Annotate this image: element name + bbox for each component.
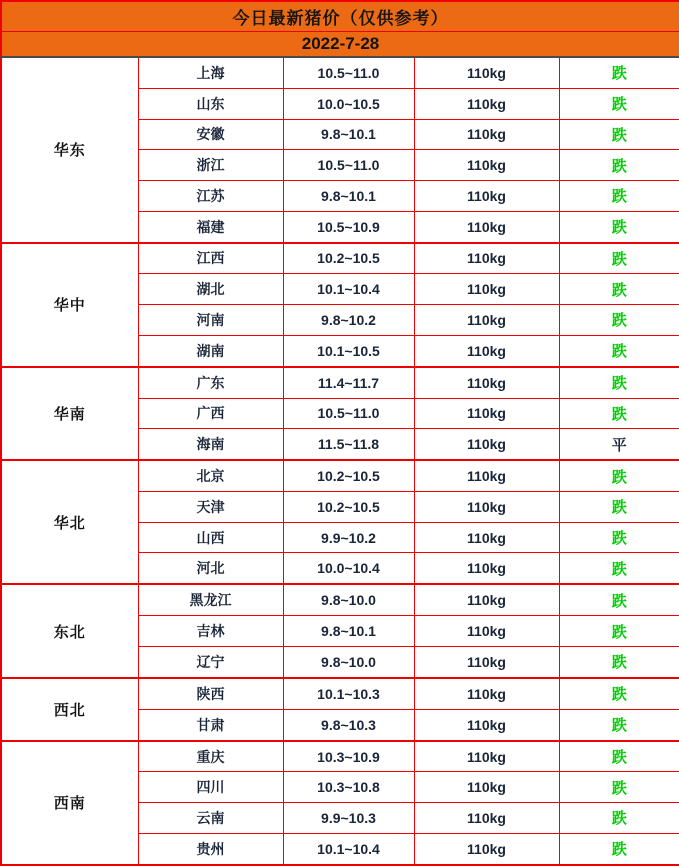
province-cell: 云南 (138, 803, 283, 834)
table-row (1, 741, 679, 772)
trend-cell: 跌 (559, 398, 679, 429)
price-cell: 10.3~10.9 (283, 741, 414, 772)
price-cell: 10.1~10.5 (283, 335, 414, 366)
price-cell: 9.8~10.1 (283, 616, 414, 647)
price-cell: 9.9~10.2 (283, 522, 414, 553)
weight-cell: 110kg (414, 274, 559, 305)
trend-cell: 跌 (559, 833, 679, 865)
weight-cell: 110kg (414, 709, 559, 740)
weight-cell: 110kg (414, 492, 559, 523)
trend-cell: 跌 (559, 243, 679, 274)
price-cell: 10.5~11.0 (283, 150, 414, 181)
price-cell: 10.2~10.5 (283, 460, 414, 491)
trend-cell: 跌 (559, 584, 679, 615)
trend-cell: 跌 (559, 492, 679, 523)
price-cell: 11.4~11.7 (283, 367, 414, 398)
weight-cell: 110kg (414, 803, 559, 834)
province-cell: 四川 (138, 772, 283, 803)
weight-cell: 110kg (414, 772, 559, 803)
province-cell: 重庆 (138, 741, 283, 772)
region-cell-xibei: 西北 (1, 678, 138, 741)
region-cell-huanan: 华南 (1, 367, 138, 460)
weight-cell: 110kg (414, 833, 559, 865)
trend-cell: 跌 (559, 553, 679, 584)
trend-cell: 跌 (559, 803, 679, 834)
trend-cell: 跌 (559, 741, 679, 772)
province-cell: 贵州 (138, 833, 283, 865)
weight-cell: 110kg (414, 88, 559, 119)
weight-cell: 110kg (414, 180, 559, 211)
province-cell: 上海 (138, 57, 283, 88)
trend-cell: 跌 (559, 150, 679, 181)
weight-cell: 110kg (414, 522, 559, 553)
trend-cell: 跌 (559, 211, 679, 242)
province-cell: 安徽 (138, 119, 283, 150)
price-cell: 10.3~10.8 (283, 772, 414, 803)
province-cell: 湖南 (138, 335, 283, 366)
price-cell: 9.9~10.3 (283, 803, 414, 834)
weight-cell: 110kg (414, 678, 559, 709)
weight-cell: 110kg (414, 429, 559, 460)
weight-cell: 110kg (414, 243, 559, 274)
province-cell: 黑龙江 (138, 584, 283, 615)
price-cell: 9.8~10.0 (283, 584, 414, 615)
weight-cell: 110kg (414, 398, 559, 429)
page-title: 今日最新猪价（仅供参考） (1, 1, 679, 32)
price-cell: 10.1~10.3 (283, 678, 414, 709)
table-row (1, 584, 679, 615)
trend-cell: 跌 (559, 646, 679, 677)
date-label: 2022-7-28 (1, 32, 679, 58)
province-cell: 辽宁 (138, 646, 283, 677)
weight-cell: 110kg (414, 119, 559, 150)
trend-cell: 跌 (559, 88, 679, 119)
weight-cell: 110kg (414, 460, 559, 491)
region-cell-huadong: 华东 (1, 57, 138, 243)
price-cell: 9.8~10.1 (283, 180, 414, 211)
price-cell: 9.8~10.3 (283, 709, 414, 740)
table-row (1, 367, 679, 398)
trend-cell: 跌 (559, 274, 679, 305)
table-row (1, 460, 679, 491)
title-row (1, 1, 679, 32)
province-cell: 浙江 (138, 150, 283, 181)
table-row (1, 678, 679, 709)
province-cell: 北京 (138, 460, 283, 491)
province-cell: 河南 (138, 305, 283, 336)
province-cell: 吉林 (138, 616, 283, 647)
trend-cell: 跌 (559, 367, 679, 398)
region-cell-xinan: 西南 (1, 741, 138, 865)
weight-cell: 110kg (414, 57, 559, 88)
price-cell: 10.5~11.0 (283, 57, 414, 88)
trend-cell: 跌 (559, 460, 679, 491)
province-cell: 广西 (138, 398, 283, 429)
trend-cell: 跌 (559, 305, 679, 336)
weight-cell: 110kg (414, 211, 559, 242)
trend-cell: 跌 (559, 335, 679, 366)
table-row (1, 57, 679, 88)
table-row (1, 243, 679, 274)
province-cell: 海南 (138, 429, 283, 460)
trend-cell: 跌 (559, 616, 679, 647)
weight-cell: 110kg (414, 646, 559, 677)
weight-cell: 110kg (414, 584, 559, 615)
weight-cell: 110kg (414, 335, 559, 366)
province-cell: 河北 (138, 553, 283, 584)
region-cell-huabei: 华北 (1, 460, 138, 584)
province-cell: 福建 (138, 211, 283, 242)
weight-cell: 110kg (414, 305, 559, 336)
trend-cell: 跌 (559, 180, 679, 211)
province-cell: 甘肃 (138, 709, 283, 740)
price-cell: 10.2~10.5 (283, 492, 414, 523)
trend-cell: 跌 (559, 522, 679, 553)
province-cell: 山东 (138, 88, 283, 119)
province-cell: 江西 (138, 243, 283, 274)
price-cell: 10.2~10.5 (283, 243, 414, 274)
price-cell: 9.8~10.2 (283, 305, 414, 336)
trend-cell: 跌 (559, 119, 679, 150)
price-cell: 10.1~10.4 (283, 274, 414, 305)
date-row (1, 32, 679, 58)
weight-cell: 110kg (414, 150, 559, 181)
trend-cell: 跌 (559, 709, 679, 740)
province-cell: 江苏 (138, 180, 283, 211)
trend-cell: 跌 (559, 57, 679, 88)
province-cell: 天津 (138, 492, 283, 523)
price-cell: 9.8~10.0 (283, 646, 414, 677)
province-cell: 湖北 (138, 274, 283, 305)
price-cell: 9.8~10.1 (283, 119, 414, 150)
trend-cell: 跌 (559, 678, 679, 709)
trend-cell: 平 (559, 429, 679, 460)
region-cell-dongbei: 东北 (1, 584, 138, 677)
price-cell: 10.1~10.4 (283, 833, 414, 865)
price-cell: 10.0~10.5 (283, 88, 414, 119)
weight-cell: 110kg (414, 367, 559, 398)
price-cell: 10.0~10.4 (283, 553, 414, 584)
province-cell: 陕西 (138, 678, 283, 709)
price-cell: 11.5~11.8 (283, 429, 414, 460)
province-cell: 广东 (138, 367, 283, 398)
weight-cell: 110kg (414, 741, 559, 772)
price-cell: 10.5~11.0 (283, 398, 414, 429)
price-cell: 10.5~10.9 (283, 211, 414, 242)
weight-cell: 110kg (414, 553, 559, 584)
trend-cell: 跌 (559, 772, 679, 803)
province-cell: 山西 (138, 522, 283, 553)
region-cell-huazhong: 华中 (1, 243, 138, 367)
weight-cell: 110kg (414, 616, 559, 647)
